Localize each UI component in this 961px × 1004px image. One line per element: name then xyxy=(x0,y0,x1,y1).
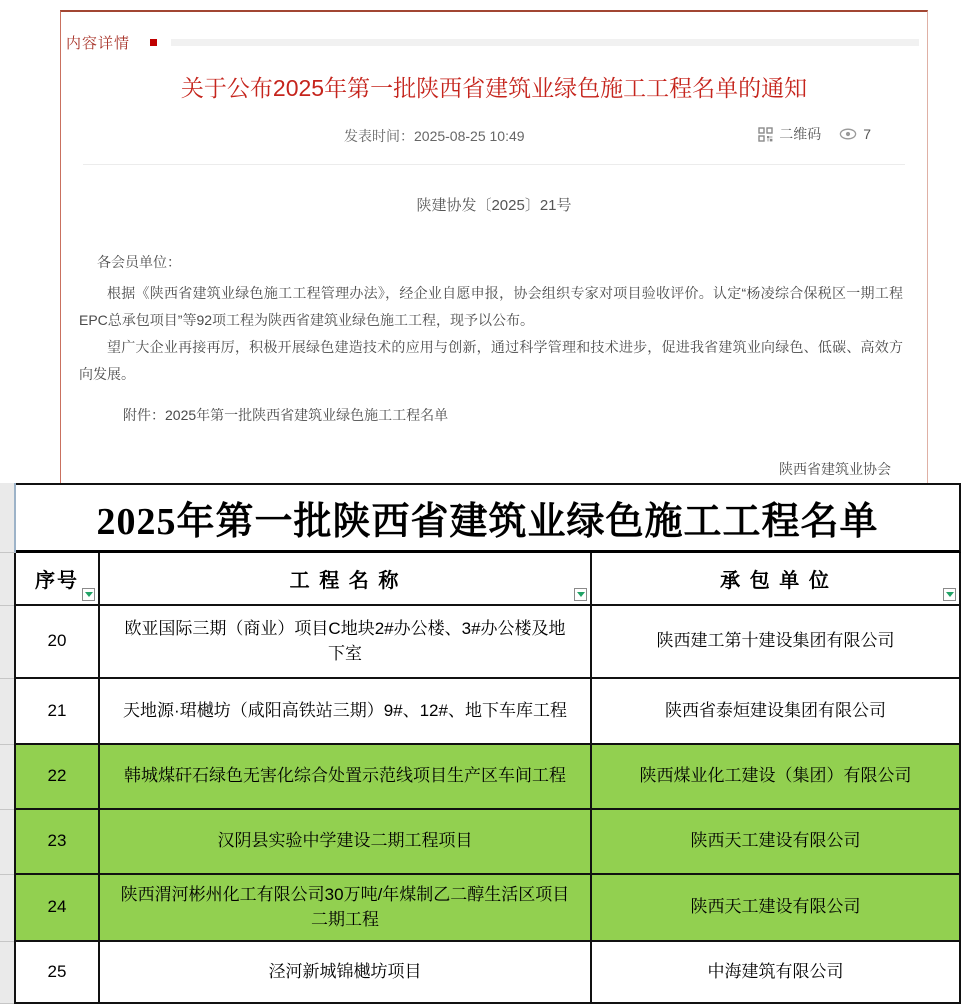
cell-project: 泾河新城锦樾坊项目 xyxy=(100,942,592,1004)
cell-no: 24 xyxy=(14,875,100,942)
doc-number: 陕建协发〔2025〕21号 xyxy=(416,197,572,214)
section-header xyxy=(66,32,919,53)
chevron-down-icon xyxy=(577,592,585,597)
paragraph: 根据《陕西省建筑业绿色施工工程管理办法》，经企业自愿申报，协会组织专家对项目验收评价。认定“杨凌综合保税区一期工程EPC总承包项目”等92项工程为陕西省建筑业绿色施工工程，现予以公布。 xyxy=(79,285,903,328)
cell-project: 天地源·珺樾坊（咸阳高铁站三期）9#、12#、地下车库工程 xyxy=(100,679,592,745)
cell-no: 22 xyxy=(14,745,100,810)
qrcode-label[interactable]: 二维码 xyxy=(779,126,822,142)
cell-project: 陕西渭河彬州化工有限公司30万吨/年煤制乙二醇生活区项目二期工程 xyxy=(100,875,592,942)
publish-time: 发表时间：2025-08-25 10:49 xyxy=(344,128,525,144)
section-label: 内容详情 xyxy=(66,35,131,52)
projects-table xyxy=(0,483,961,1004)
article-panel xyxy=(60,10,928,485)
attachment-line: 附件：2025年第一批陕西省建筑业绿色施工工程名单 xyxy=(123,407,449,423)
chevron-down-icon xyxy=(946,592,954,597)
paragraph: 望广大企业再接再厉，积极开展绿色建造技术的应用与创新，通过科学管理和技术进步，促进我省建筑业向绿色、低碳、高效方向发展。 xyxy=(79,339,903,382)
sheet-gutter xyxy=(0,483,16,553)
table-title: 2025年第一批陕西省建筑业绿色施工工程名单 xyxy=(16,483,961,553)
cell-contractor: 陕西建工第十建设集团有限公司 xyxy=(592,606,961,679)
chevron-down-icon xyxy=(85,592,93,597)
cell-contractor: 陕西天工建设有限公司 xyxy=(592,810,961,875)
view-count: 7 xyxy=(863,126,871,142)
cell-contractor: 陕西煤业化工建设（集团）有限公司 xyxy=(592,745,961,810)
cell-project: 汉阴县实验中学建设二期工程项目 xyxy=(100,810,592,875)
cell-contractor: 陕西省泰烜建设集团有限公司 xyxy=(592,679,961,745)
cell-project: 韩城煤矸石绿色无害化综合处置示范线项目生产区车间工程 xyxy=(100,745,592,810)
cell-no: 25 xyxy=(14,942,100,1004)
column-header-no xyxy=(14,553,100,606)
article-title: 关于公布2025年第一批陕西省建筑业绿色施工工程名单的通知 xyxy=(180,75,808,101)
red-square-bullet xyxy=(150,39,157,46)
filter-button[interactable] xyxy=(82,588,95,601)
filter-button[interactable] xyxy=(574,588,587,601)
cell-no: 23 xyxy=(14,810,100,875)
cell-no: 21 xyxy=(14,679,100,745)
cell-no: 20 xyxy=(14,606,100,679)
cell-contractor: 陕西天工建设有限公司 xyxy=(592,875,961,942)
meta-divider xyxy=(83,164,905,165)
eye-icon xyxy=(839,128,857,140)
section-underline-bar xyxy=(171,39,919,46)
qrcode-icon[interactable] xyxy=(758,127,773,142)
article-meta xyxy=(61,124,927,148)
column-header-project xyxy=(100,553,592,606)
column-header-contractor xyxy=(592,553,961,606)
column-header-label: 序号 xyxy=(35,570,79,592)
cell-project: 欧亚国际三期（商业）项目C地块2#办公楼、3#办公楼及地下室 xyxy=(100,606,592,679)
salutation: 各会员单位： xyxy=(97,254,181,270)
filter-button[interactable] xyxy=(943,588,956,601)
column-header-label: 承 包 单 位 xyxy=(720,570,831,592)
signature: 陕西省建筑业协会 xyxy=(779,461,891,477)
column-header-label: 工 程 名 称 xyxy=(289,570,401,592)
cell-contractor: 中海建筑有限公司 xyxy=(592,942,961,1004)
